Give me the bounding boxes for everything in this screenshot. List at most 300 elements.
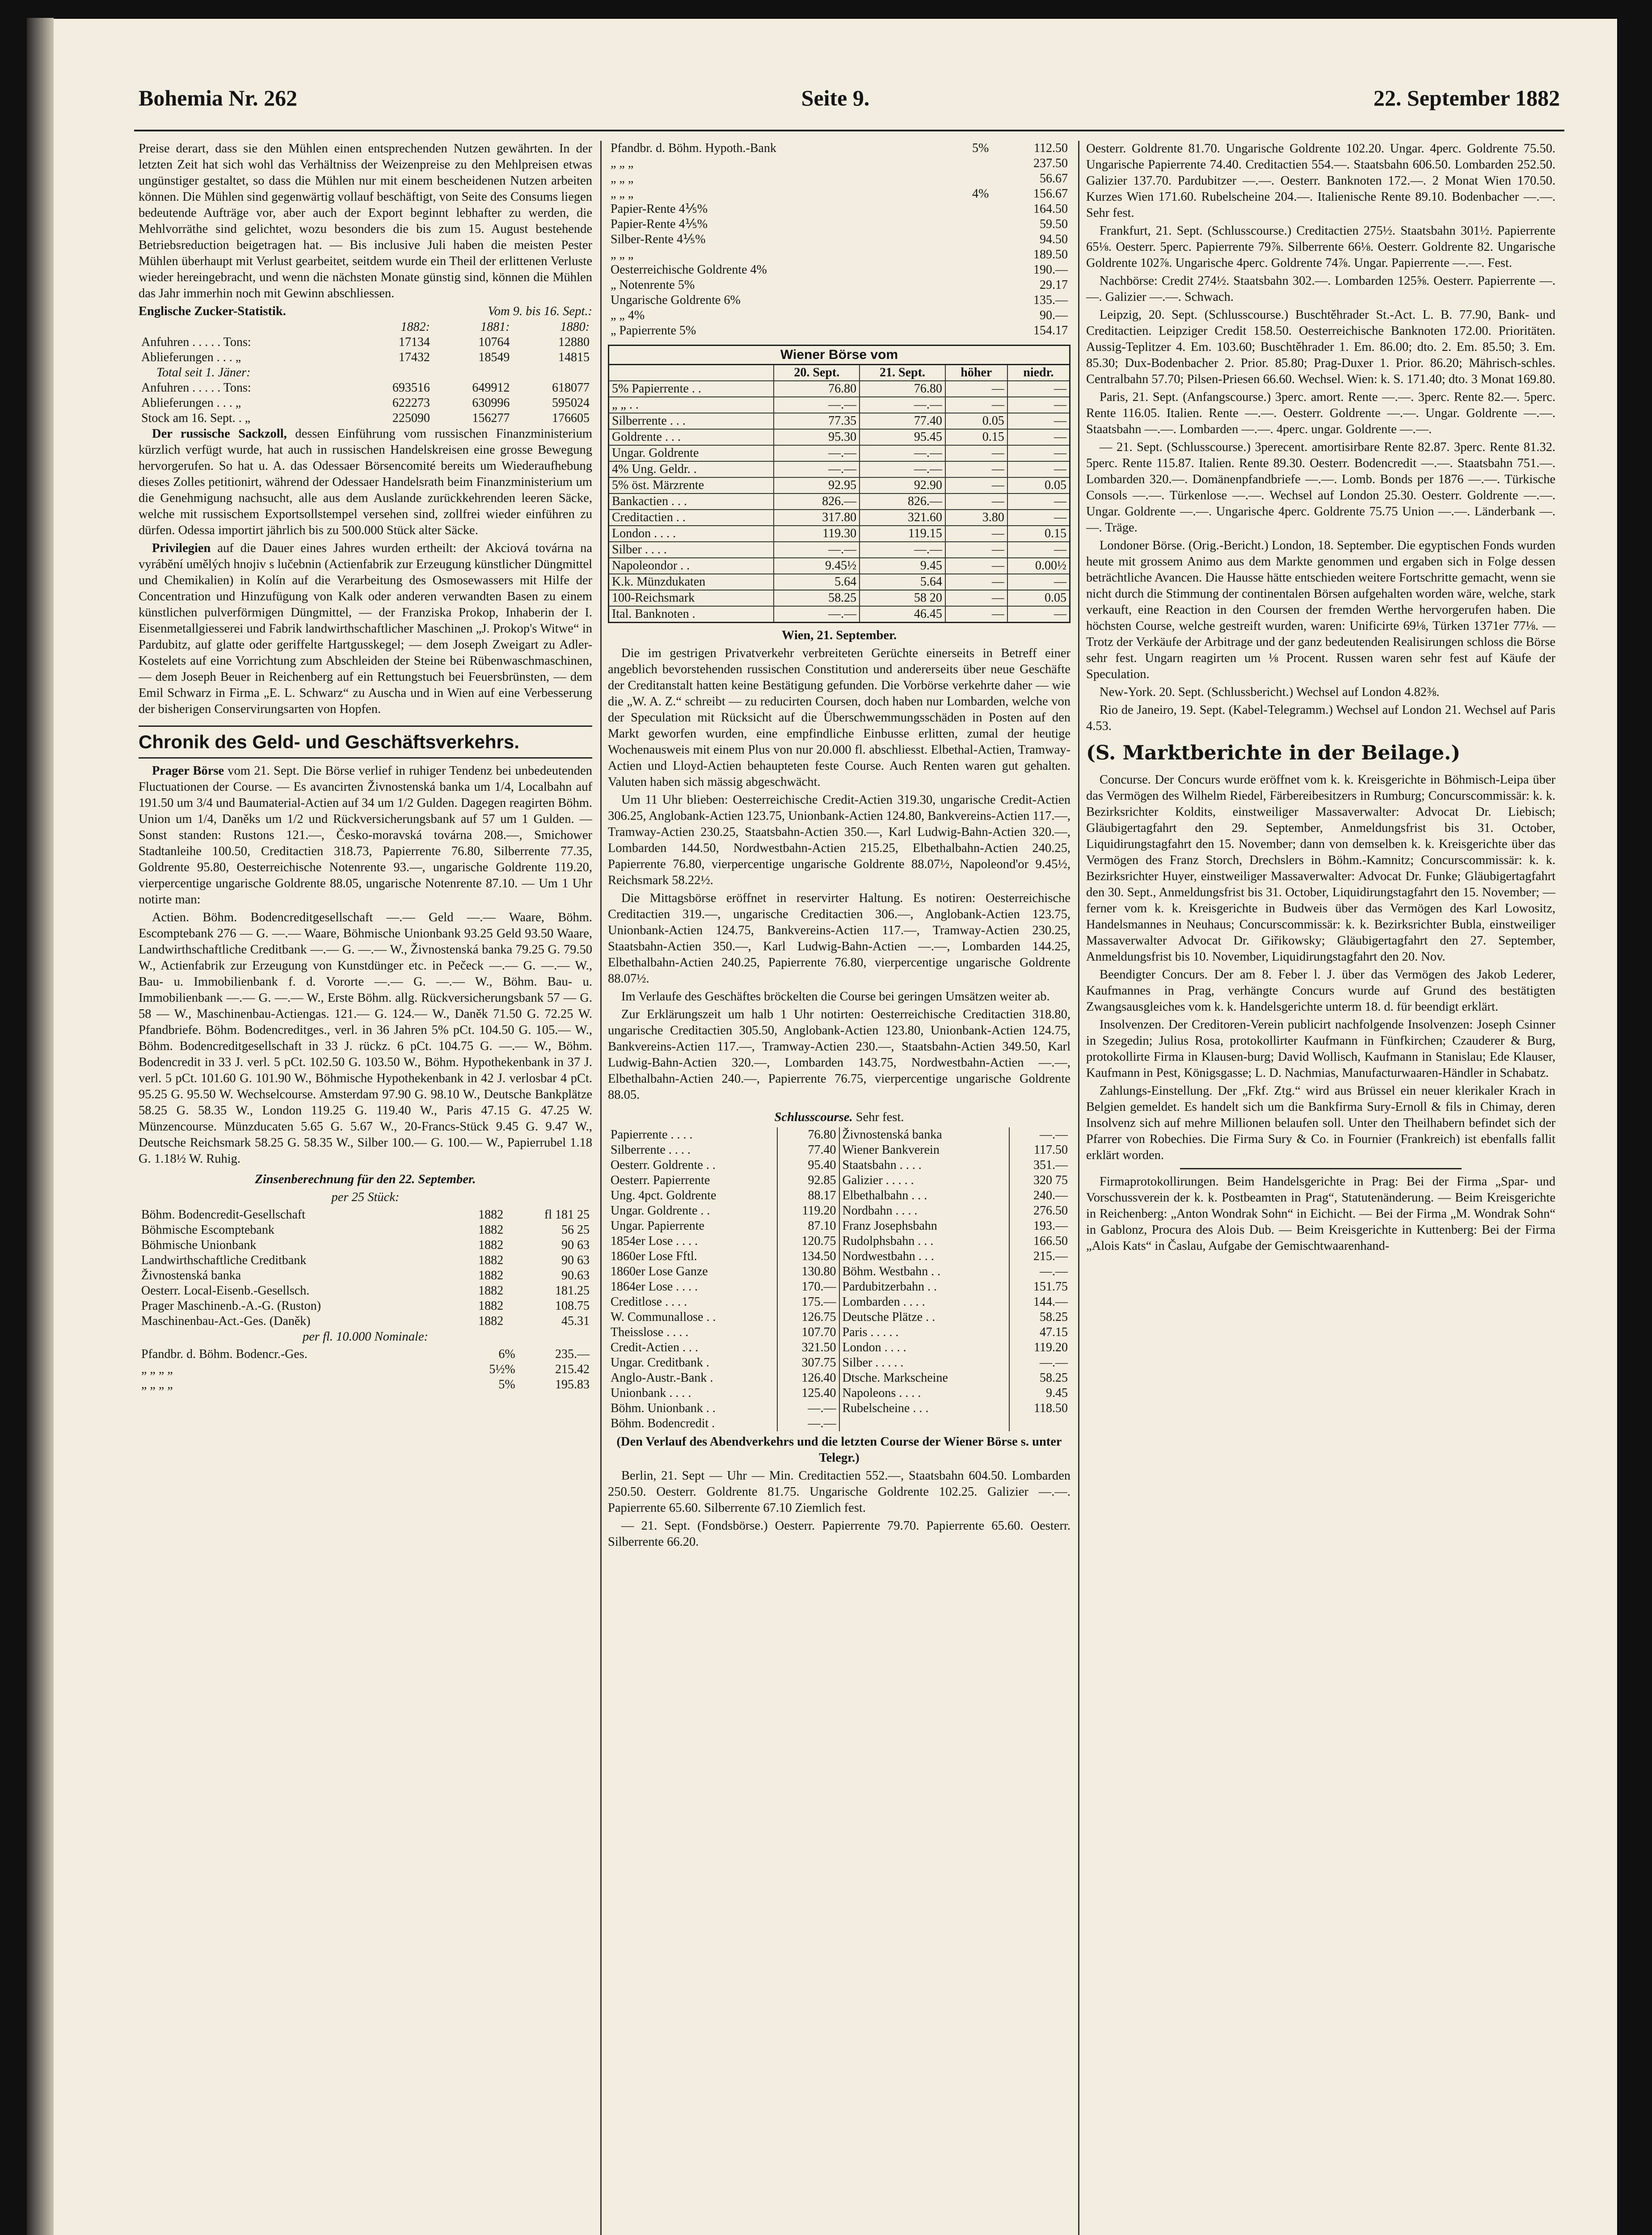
table-row xyxy=(608,217,1070,232)
column-2 xyxy=(608,141,1070,2235)
table-row xyxy=(139,350,592,365)
cell xyxy=(1009,1416,1070,1431)
cell: 92.85 xyxy=(777,1173,839,1188)
cell: Ungar. Creditbank . xyxy=(608,1355,777,1371)
table-row xyxy=(609,413,1070,429)
page-binding-edge xyxy=(27,18,54,2235)
cell xyxy=(609,365,774,381)
cell: —.— xyxy=(777,1416,839,1431)
divider xyxy=(1180,1168,1462,1169)
table-row xyxy=(608,1143,1070,1158)
table-row xyxy=(609,381,1070,397)
cell: 94.50 xyxy=(1040,232,1068,246)
table-row xyxy=(139,1207,592,1223)
cell: —.— xyxy=(860,445,945,461)
cell: 92.95 xyxy=(774,477,860,493)
table-row xyxy=(609,526,1070,542)
cell: 45.31 xyxy=(561,1314,590,1328)
cell: „ „ „ xyxy=(611,187,634,201)
year-head: 1881: xyxy=(480,320,510,334)
cell: 58 20 xyxy=(860,590,945,606)
cell: Credit-Actien . . . xyxy=(608,1340,777,1355)
cell: 76.80 xyxy=(774,381,860,397)
zinsen-subtitle: per 25 Stück: xyxy=(331,1190,400,1204)
cell: Ungar. Goldrente xyxy=(609,445,774,461)
cell xyxy=(948,308,991,323)
cell: Böhmische Unionbank xyxy=(141,1238,257,1252)
cell: 5% xyxy=(972,141,989,155)
table-row xyxy=(609,542,1070,558)
table-row xyxy=(608,1127,1070,1143)
cell: — xyxy=(945,461,1007,477)
cell: 5% xyxy=(498,1378,515,1392)
cell: Anglo-Austr.-Bank . xyxy=(608,1371,777,1386)
table-row xyxy=(608,1325,1070,1340)
cell: 307.75 xyxy=(777,1355,839,1371)
cell: — xyxy=(1007,397,1070,413)
cell: Napoleondor . . xyxy=(609,558,774,574)
cell: Nordbahn . . . . xyxy=(839,1203,1010,1219)
cell: fl 181 25 xyxy=(544,1208,590,1222)
cell: 215.42 xyxy=(555,1362,590,1376)
cell: 5% öst. Märzrente xyxy=(609,477,774,493)
wien-heading: Wien, 21. September. xyxy=(781,628,897,642)
cell: höher xyxy=(945,365,1007,381)
paragraph: Leipzig, 20. Sept. (Schlusscourse.) Buschtěhrader St.-Act. L. B. 77.90, Bank- und Creditactien. Leipziger Credit 158.50. Oesterreichische Banknoten 172.00. Prioritäten. Aussig-Teplitzer 4. Em. 103.60; Buschtěhrader 1. Em. 86.00; dto. 2. Em. 85.50; 3. Em. 85.30; Dux-Bodenbacher 2. Prior. 85.80; Prag-Duxer 1. Prior. 86.20; Mährisch-schles. Centralbahn 57.70; Pilsen-Priesen 66.60. Wechsel. Wien: k. S. 171.40; dto. 3 Monat 169.80. xyxy=(1086,308,1555,386)
cell: „ „ „ xyxy=(611,248,634,261)
paragraph-body: dessen Einführung vom russischen Finanzministerium kürzlich verfügt wurde, hat auch in russischen Handelskreisen eine grosse Bewegung hervorgerufen. So hat u. A. das Odessaer Börsencomité bereits um Wiederaufhebung dieses Zolles petitionirt, während der Odessaer Handelsrath beim Finanzministerium um die Genehmigung nachsucht, alle aus dem Auslande zurückkehrenden leeren Säcke, welche mit russischem Exportsollstempel versehen sind, zollfrei wieder einführen zu dürfen. Odessa importirt jährlich bis zu 500.000 Stück alter Säcke. xyxy=(139,427,592,537)
cell: — xyxy=(945,397,1007,413)
cell: — xyxy=(945,493,1007,510)
table-row xyxy=(609,445,1070,461)
cell: 90.— xyxy=(1040,308,1068,322)
column-3 xyxy=(1086,141,1555,2235)
paragraph xyxy=(139,763,592,908)
cell: 112.50 xyxy=(1034,141,1068,155)
cell: Creditlose . . . . xyxy=(608,1295,777,1310)
zinsen-table-2 xyxy=(139,1347,592,1392)
cell: — xyxy=(1007,542,1070,558)
paragraph xyxy=(139,426,592,539)
cell: 235.— xyxy=(555,1347,590,1361)
cell: 5.64 xyxy=(860,574,945,590)
row-label: Ablieferungen . . . „ xyxy=(141,396,241,410)
paragraph: Berlin, 21. Sept — Uhr — Min. Creditactien 552.—, Staatsbahn 604.50. Lombarden 250.50. Oesterr. Goldrente 81.75. Ungarische Goldrente 102.25. Galizier —.—. Papierrente 65.60. Silberrente 67.10 Ziemlich fest. xyxy=(608,1469,1070,1515)
zucker-heading xyxy=(139,304,592,320)
cell: Ungarische Goldrente 6% xyxy=(611,293,741,307)
cell: 164.50 xyxy=(1033,202,1068,216)
cell: —.— xyxy=(774,606,860,623)
cell xyxy=(948,278,991,293)
cell: 649912 xyxy=(472,381,510,395)
cell: 5.64 xyxy=(774,574,860,590)
cell: Wiener Bankverein xyxy=(839,1143,1010,1158)
table-row xyxy=(139,1347,592,1362)
table-row xyxy=(609,606,1070,623)
cell: Deutsche Plätze . . xyxy=(839,1310,1010,1325)
paragraph: Zahlungs-Einstellung. Der „Fkf. Ztg.“ wird aus Brüssel ein neuer klerikaler Krach in Belgien gemeldet. Es handelt sich um die Bankfirma Sury-Ernoll & fils in Chimay, deren Insolvenz sich auf mehre Millionen belaufen soll. Unter den Theilhabern befindet sich der Pfarrer von Robechies. Die Firma Sury & Co. in Fournier (Frankreich) ist ebenfalls fallit erklärt worden. xyxy=(1086,1084,1555,1162)
cell: 119.30 xyxy=(774,526,860,542)
cell: Oesterr. Papierrente xyxy=(608,1173,777,1188)
table-row xyxy=(609,493,1070,510)
cell: 100-Reichsmark xyxy=(609,590,774,606)
cell: — xyxy=(945,526,1007,542)
cell: Papier-Rente 4⅕% xyxy=(611,202,708,216)
schluss-subtitle: Sehr fest. xyxy=(856,1110,904,1124)
column-divider xyxy=(1078,141,1079,2235)
header-rule xyxy=(134,130,1564,131)
cell: 125.40 xyxy=(777,1386,839,1401)
cell: 154.17 xyxy=(1033,324,1068,337)
cell: —.— xyxy=(860,461,945,477)
column-divider xyxy=(600,141,602,2235)
wiener-boerse-caption: Wiener Börse vom xyxy=(608,345,1070,364)
cell: Ung. 4pct. Goldrente xyxy=(608,1188,777,1203)
table-row xyxy=(608,1401,1070,1416)
cell: 1860er Lose Ganze xyxy=(608,1264,777,1279)
cell: 0.05 xyxy=(1007,590,1070,606)
cell: —.— xyxy=(774,397,860,413)
cell: Goldrente . . . xyxy=(609,429,774,445)
cell: 321.60 xyxy=(860,510,945,526)
cell: Živnostenská banka xyxy=(839,1127,1010,1143)
cell: Lombarden . . . . xyxy=(839,1295,1010,1310)
cell: — xyxy=(1007,606,1070,623)
table-row xyxy=(609,590,1070,606)
paragraph: New-York. 20. Sept. (Schlussbericht.) Wechsel auf London 4.82⅜. xyxy=(1100,685,1440,699)
cell: Rudolphsbahn . . . xyxy=(839,1234,1010,1249)
cell: 1882 xyxy=(478,1314,504,1328)
cell: 176605 xyxy=(552,411,590,425)
table-row xyxy=(139,1223,592,1238)
cell: 1854er Lose . . . . xyxy=(608,1234,777,1249)
cell: 9.45 xyxy=(860,558,945,574)
wiener-boerse-table xyxy=(608,364,1070,623)
cell: Papierrente . . . . xyxy=(608,1127,777,1143)
cell: — xyxy=(1007,461,1070,477)
cell: Böhmische Escomptebank xyxy=(141,1223,274,1237)
cell: Napoleons . . . . xyxy=(839,1386,1010,1401)
cell: 21. Sept. xyxy=(860,365,945,381)
cell: Bankactien . . . xyxy=(609,493,774,510)
cell: 117.50 xyxy=(1034,1143,1068,1157)
table-row xyxy=(609,461,1070,477)
cell: —.— xyxy=(860,397,945,413)
cell: 1882 xyxy=(478,1238,504,1252)
cell: 126.75 xyxy=(777,1310,839,1325)
table-row xyxy=(608,1295,1070,1310)
cell: Pfandbr. d. Böhm. Hypoth.-Bank xyxy=(611,141,776,155)
table-row xyxy=(608,202,1070,217)
cell: 693516 xyxy=(392,381,430,395)
cell: Silber . . . . xyxy=(609,542,774,558)
cell: — xyxy=(945,574,1007,590)
cell: 320 75 xyxy=(1033,1173,1068,1187)
table-row xyxy=(608,1249,1070,1264)
cell: Staatsbahn . . . . xyxy=(839,1158,1010,1173)
cell: 189.50 xyxy=(1033,248,1068,261)
cell: 9.45 xyxy=(1046,1386,1068,1400)
table-row xyxy=(608,1203,1070,1219)
cell: Silber-Rente 4⅕% xyxy=(611,232,706,246)
table-row xyxy=(608,1416,1070,1431)
cell: 58.25 xyxy=(774,590,860,606)
cell: Dtsche. Markscheine xyxy=(839,1371,1010,1386)
table-row xyxy=(608,232,1070,247)
newspaper-page xyxy=(27,18,1618,2235)
cell: 351.— xyxy=(1033,1158,1068,1172)
cell: 46.45 xyxy=(860,606,945,623)
cell: — xyxy=(1007,510,1070,526)
cell: 321.50 xyxy=(777,1340,839,1355)
cell: 56.67 xyxy=(1040,172,1068,186)
cell: Ungar. Goldrente . . xyxy=(608,1203,777,1219)
cell: 156.67 xyxy=(1033,187,1068,201)
cell: Unionbank . . . . xyxy=(608,1386,777,1401)
year-head: 1880: xyxy=(560,320,590,334)
table-row xyxy=(608,141,1070,156)
table-row xyxy=(608,323,1070,338)
cell: —.— xyxy=(774,542,860,558)
paragraph: Zur Erklärungszeit um halb 1 Uhr notirten: Oesterreichische Creditactien 318.80, ungarische Creditactien 305.50, Anglobank-Actien 123.80, Unionbank-Actien 124.75, Bankvereins-Actien 117.—, Tramway-Actien 230.—, Staatsbahn-Actien 349.50, Karl Ludwig-Bahn-Actien 320.—, Lombarden 143.75, Nordwestbahn-Actien —.—, Elbethalbahn-Actien 240.—, Papierrente 76.75, vierpercentige ungarische Goldrente 88.05. xyxy=(608,1008,1070,1102)
cell xyxy=(948,202,991,217)
cell: 0.15 xyxy=(1007,526,1070,542)
cell: 240.— xyxy=(1033,1189,1068,1202)
cell: — xyxy=(945,558,1007,574)
header-right: 22. September 1882 xyxy=(1373,85,1560,110)
abend-note: (Den Verlauf des Abendverkehrs und die letzten Course der Wiener Börse s. unter Telegr.) xyxy=(616,1435,1062,1465)
table-row xyxy=(608,1340,1070,1355)
column-1 xyxy=(139,141,592,2235)
paragraph-title: Privilegien xyxy=(152,541,211,555)
header-left: Bohemia Nr. 262 xyxy=(139,85,298,110)
table-row xyxy=(609,574,1070,590)
cell: 58.25 xyxy=(1040,1310,1068,1324)
cell: London . . . . xyxy=(609,526,774,542)
cell: 826.— xyxy=(774,493,860,510)
cell: Ital. Banknoten . xyxy=(609,606,774,623)
cell: W. Communallose . . xyxy=(608,1310,777,1325)
table-row xyxy=(608,247,1070,262)
zucker-table xyxy=(139,320,592,426)
table-row xyxy=(609,477,1070,493)
cell xyxy=(948,217,991,232)
cell: 130.80 xyxy=(777,1264,839,1279)
table-row xyxy=(608,278,1070,293)
cell: 119.20 xyxy=(777,1203,839,1219)
cell: 119.20 xyxy=(1034,1341,1068,1354)
paragraph: Im Verlaufe des Geschäftes bröckelten die Course bei geringen Umsätzen weiter ab. xyxy=(621,990,1050,1004)
table-row xyxy=(608,1386,1070,1401)
paragraph: Die im gestrigen Privatverkehr verbreiteten Gerüchte einerseits in Betreff einer angeblich bevorstehenden russischen Constitution und andererseits über neue Geschäfte der Creditanstalt hatten keine Bestätigung gefunden. Die Vorbörse verkehrte daher — wie die „W. A. Z.“ schreibt — zu reducirten Coursen, doch haben nur Lombarden, welche von der Speculation mit Rücksicht auf die Überschwemmungsschäden in Posten auf den Markt geworfen wurden, eine empfindliche Einbusse erlitten, zumal der heutige Wochenausweis mit einem Plus von nur 20.000 fl. abschliesst. Elbethal-Actien, Tramway-Actien und Lloyd-Actien behaupteten feste Course. Auch Renten waren gut gehalten. Valuten haben sich mässig abgeschwächt. xyxy=(608,646,1070,789)
paragraph: Firmaprotokollirungen. Beim Handelsgerichte in Prag: Bei der Firma „Spar- und Vorschussverein der k. k. Postbeamten in Prag“, Statutenänderung. — Beim Kreisgerichte in Reichenberg: „Anton Wondrak Sohn“ in Eichicht. — Bei der Firma „M. Wondrak Sohn“ in Gablonz, Procura des Alois Dub. — Beim Kreisgerichte in Kuttenberg: Bei der Firma „Alois Kats“ in Časlau, Aufgabe der Gemischtwaarenhand- xyxy=(1086,1175,1555,1253)
cell: K.k. Münzdukaten xyxy=(609,574,774,590)
cell: 1882 xyxy=(478,1299,504,1313)
cell: 90.63 xyxy=(561,1269,590,1282)
cell: 276.50 xyxy=(1033,1204,1068,1218)
cell: Ungar. Papierrente xyxy=(608,1219,777,1234)
cell: 151.75 xyxy=(1033,1280,1068,1294)
table-row xyxy=(608,156,1070,171)
cell: Rubelscheine . . . xyxy=(839,1401,1010,1416)
table-header-row xyxy=(139,320,592,335)
header-center: Seite 9. xyxy=(801,85,870,110)
paragraph: Um 11 Uhr blieben: Oesterreichische Credit-Actien 319.30, ungarische Credit-Actien 306.25, Anglobank-Actien 123.75, Unionbank-Actien 124.80, Bankvereins-Actien 117.—, Tramway-Actien 230.25, Staatsbahn-Actien 350.—, Karl Ludwig-Bahn-Actien 320.—, Lombarden 144.50, Nordwestbahn-Actien 215.25, Elbethalbahn-Actien 240.25, Papierrente 76.80, vierpercentige ungarische Goldrente 88.07½, Napoleond'or 9.45½, Reichsmark 58.22½. xyxy=(608,793,1070,887)
cell: „ „ „ xyxy=(611,172,634,186)
table-row xyxy=(608,1264,1070,1279)
cell: Franz Josephsbahn xyxy=(839,1219,1010,1234)
cell: Elbethalbahn . . . xyxy=(839,1188,1010,1203)
cell: Oesterr. Goldrente . . xyxy=(608,1158,777,1173)
cell: niedr. xyxy=(1007,365,1070,381)
table-row xyxy=(139,1283,592,1299)
table-row xyxy=(608,1355,1070,1371)
cell: Silberrente . . . xyxy=(609,413,774,429)
table-row xyxy=(139,335,592,350)
cell: „ „ „ xyxy=(611,156,634,170)
cell: Creditactien . . xyxy=(609,510,774,526)
cell: Oesterreichische Goldrente 4% xyxy=(611,263,767,277)
cell: „ Notenrente 5% xyxy=(611,278,695,292)
paragraph: Paris, 21. Sept. (Anfangscourse.) 3perc. amort. Rente —.—. 3perc. Rente 82.—. 5perc. Rente 116.05. Italien. Rente —.—. Oesterr. Goldrente —.—. Ungar. Goldrente —.—. Staatsbahn —.—. Lombarden —.—. 4perc. ungar. Goldrente —.—. xyxy=(1086,390,1555,436)
cell: 237.50 xyxy=(1033,156,1068,170)
paragraph: Nachbörse: Credit 274½. Staatsbahn 302.—. Lombarden 125⅝. Oesterr. Papierrente —.—. Galizier —.—. Schwach. xyxy=(1086,274,1555,304)
cell: 92.90 xyxy=(860,477,945,493)
cell: — xyxy=(1007,413,1070,429)
cell: 170.— xyxy=(777,1279,839,1295)
table-row xyxy=(139,1268,592,1283)
table-row xyxy=(608,1279,1070,1295)
paragraph-body: auf die Dauer eines Jahres wurden ertheilt: der Akciová továrna na vyrábění umělých hnojiv s lučebnin (Actienfabrik zur Erzeugung künstlicher Düngmittel und Chemikalien) in Kolín auf die Verarbeitung des Osmosewassers mit Hilfe der Concentration und Hinzufügung von Kalk oder anderen verwandten Basen zu einem künstlichen pulverförmigen Düngmittel, — der Franziska Prokop, Inhaberin der I. Eisenmetallgiesserei und Fabrik landwirthschaftlicher Maschinen „J. Prokop's Witwe“ in Pardubitz, auf glatte oder geriffelte Hartgusskegel; — dem Joseph Zweigart zu Adler-Kostelets auf eine Vorrichtung zum Abschleiden der Steine bei Rübenwaschmaschinen, — dem Joseph Beuer in Reichenberg auf ein Rettungstuch bei Feuersbrünsten, — dem Emil Schwarz in Firma „E. L. Schwarz“ zu Auscha und in Wien auf eine Verbesserung der bisherigen Conservirungsarten von Hopfen. xyxy=(139,541,592,716)
table-row xyxy=(139,365,592,380)
cell: 107.70 xyxy=(777,1325,839,1340)
cell: 1882 xyxy=(478,1223,504,1237)
schluss-title: Schlusscourse. xyxy=(774,1110,853,1124)
cell: —.— xyxy=(1040,1128,1068,1142)
cell: 90 63 xyxy=(561,1253,590,1267)
cell: 595024 xyxy=(552,396,590,410)
cell: London . . . . xyxy=(839,1340,1010,1355)
cell: 77.35 xyxy=(774,413,860,429)
cell xyxy=(948,171,991,186)
paragraph: Beendigter Concurs. Der am 8. Feber l. J. über das Vermögen des Jakob Lederer, Kaufmannes in Prag, verhängte Concurs wurde auf Grund des bestätigten Zwangsausgleiches vom k. k. Handelsgerichte unterm 18. d. für beendigt erklärt. xyxy=(1086,968,1555,1014)
cell: —.— xyxy=(777,1401,839,1416)
table-row xyxy=(608,186,1070,202)
table-row xyxy=(609,397,1070,413)
table-row xyxy=(139,396,592,411)
cell: 193.— xyxy=(1033,1219,1068,1233)
table-row xyxy=(608,1234,1070,1249)
table-row xyxy=(608,1371,1070,1386)
cell: 108.75 xyxy=(555,1299,590,1313)
paragraph: Oesterr. Goldrente 81.70. Ungarische Goldrente 102.20. Ungar. 4perc. Goldrente 75.50. Ungarische Papierrente 74.40. Creditactien 554.—. Staatsbahn 606.50. Lombarden 252.50. Galizier 137.70. Pardubitzer —.—. Oesterr. Banknoten 172.—. 2 Monat Wien 170.50. Kurzes Wien 171.60. Rubelscheine 204.—. Italienische Rente 89.10. Bodenbacher —.—. Sehr fest. xyxy=(1086,142,1555,220)
table-row xyxy=(139,1299,592,1314)
cell: 47.15 xyxy=(1040,1325,1068,1339)
table-row xyxy=(609,558,1070,574)
cell: 18549 xyxy=(478,350,510,364)
cell: 630996 xyxy=(472,396,510,410)
cell: Theisslose . . . . xyxy=(608,1325,777,1340)
cell: 1882 xyxy=(478,1269,504,1282)
paragraph-title: Der russische Sackzoll, xyxy=(152,427,287,441)
table-row xyxy=(139,1238,592,1253)
cell: 12880 xyxy=(558,335,590,349)
cell: Pfandbr. d. Böhm. Bodencr.-Ges. xyxy=(141,1347,308,1361)
cell: Prager Maschinenb.-A.-G. (Ruston) xyxy=(141,1299,321,1313)
cell: 17134 xyxy=(398,335,430,349)
cell: 118.50 xyxy=(1034,1401,1068,1415)
table-row xyxy=(608,1188,1070,1203)
cell: 77.40 xyxy=(860,413,945,429)
zinsen-title: Zinsenberechnung für den 22. September. xyxy=(255,1172,476,1186)
cell: 1882 xyxy=(478,1208,504,1222)
cell: Oesterr. Local-Eisenb.-Gesellsch. xyxy=(141,1284,310,1298)
zucker-total: Total seit 1. Jäner: xyxy=(156,366,251,380)
cell: 215.— xyxy=(1033,1249,1068,1263)
cell: 77.40 xyxy=(777,1143,839,1158)
cell: 90 63 xyxy=(561,1238,590,1252)
cell: 95.30 xyxy=(774,429,860,445)
cell: „ Papierrente 5% xyxy=(611,324,696,337)
cell: 76.80 xyxy=(860,381,945,397)
paragraph: Die Mittagsbörse eröffnet in reservirter Haltung. Es notiren: Oesterreichische Creditactien 319.—, ungarische Creditactien 306.—, Anglobank-Actien 123.75, Unionbank-Actien 124.75, Bankvereins-Actien 117.—, Tramway-Actien 230.25, Staatsbahn-Actien 350.—, Karl Ludwig-Bahn-Actien —.—, Lombarden 144.25, Elbethalbahn-Actien 240.25, Papierrente 76.80, vierpercentige ungarische Goldrente 88.07½. xyxy=(608,891,1070,986)
cell: „ „ „ „ xyxy=(141,1378,173,1392)
cell: Böhm. Westbahn . . xyxy=(839,1264,1010,1279)
cell: 4% Ung. Geldr. . xyxy=(609,461,774,477)
cell: 17432 xyxy=(398,350,430,364)
paragraph: Insolvenzen. Der Creditoren-Verein publicirt nachfolgende Insolvenzen: Joseph Csinner in Szegedin; Julius Rosa, protokollirter Kaufmann in Fünfkirchen; Czauderer & Burg, protokollirte Firma in Klausen-burg; David Wollisch, Kaufmann in Stanislau; Ede Klauser, Kaufmann in Pest, Königsgasse; L. D. Nachmias, Manufacturwaaren-Händler in Schabatz. xyxy=(1086,1018,1555,1080)
cell: Papier-Rente 4⅕% xyxy=(611,217,708,231)
cell: 29.17 xyxy=(1040,278,1068,292)
cell: 156277 xyxy=(472,411,510,425)
cell: Nordwestbahn . . . xyxy=(839,1249,1010,1264)
section-title: Chronik des Geld- und Geschäftsverkehrs. xyxy=(139,725,592,759)
cell: 826.— xyxy=(860,493,945,510)
cell: —.— xyxy=(774,461,860,477)
cell: 3.80 xyxy=(945,510,1007,526)
cell: „ „ 4% xyxy=(611,308,645,322)
cell: 126.40 xyxy=(777,1371,839,1386)
cell: 120.75 xyxy=(777,1234,839,1249)
cell xyxy=(839,1416,1010,1431)
cell: — xyxy=(1007,445,1070,461)
cell: 135.— xyxy=(1033,293,1068,307)
cell: 87.10 xyxy=(777,1219,839,1234)
zucker-period: Vom 9. bis 16. Sept.: xyxy=(488,304,592,318)
cell: —.— xyxy=(1040,1265,1068,1278)
cell: Galizier . . . . . xyxy=(839,1173,1010,1188)
cell: Böhm. Bodencredit-Gesellschaft xyxy=(141,1208,306,1222)
cell xyxy=(948,293,991,308)
cell: — xyxy=(945,381,1007,397)
table-row xyxy=(608,1219,1070,1234)
table-row xyxy=(608,262,1070,278)
cell: 95.40 xyxy=(777,1158,839,1173)
cell: Pardubitzerbahn . . xyxy=(839,1279,1010,1295)
cell: 56 25 xyxy=(561,1223,590,1237)
cell: 6% xyxy=(498,1347,515,1361)
table-row xyxy=(608,308,1070,323)
paragraph-title: Prager Börse xyxy=(152,764,224,778)
table-row xyxy=(139,1362,592,1377)
paragraph: Actien. Böhm. Bodencreditgesellschaft —.— Geld —.— Waare, Böhm. Escomptebank 276 — G. —.— Waare, Böhmische Unionbank 93.25 Geld 93.50 Waare, Landwirthschaftliche Creditbank —.— G. —.— W., Živnostenská banka 79.25 G. 79.50 W., Actienfabrik zur Erzeugung von Kunstdünger etc. in Pečeck —.— G. —.— W., Bau- u. Immobilienbank f. d. Vororte —.— G. —.— W., Böhm. Bau- u. Immobilienbank —.— G. —.— W., Erste Böhm. allg. Rückversicherungsbank 57 — G. 58 — W., Maschinenbau-Actiengas. 121.— G. 124.— W., Daněk 71.50 G. 72.25 W. Pfandbriefe. Böhm. Bodencreditges., verl. in 36 Jahren 5% pCt. 104.50 G. 105.— W., Böhm. Bodencreditgesellschaft in 33 J. rückz. 6 pCt. 104.75 G. —.— W., Böhm. Bodencredit in 33 J. verl. 5 pCt. 102.50 G. 103.50 W., Böhm. Hypothekenbank in 37 J. verl. 5 pCt. 101.60 G. 101.90 W., Böhmische Hypothekenbank in 42 J. verlosbar 4 pCt. 95.25 G. 95.50 W. Wechselcourse. Amsterdam 97.90 G. 98.10 W., Deutsche Bankplätze 58.25 G. 58.35 W., London 119.25 G. 119.40 W., Paris 47.15 G. 47.25 W. Münzencourse. Münzducaten 5.65 G. 5.67 W., 20-Francs-Stück 9.45 G. 9.47 W., Deutsche Reichsmark 58.25 G. 58.35 W., Silber 100.— G. 100.— W., Papierrubel 1.18 G. 1.18½ W. Ruhig. xyxy=(139,911,592,1166)
cell: — xyxy=(945,590,1007,606)
cell xyxy=(948,323,991,338)
cell: Böhm. Unionbank . . xyxy=(608,1401,777,1416)
cell: 1860er Lose Fftl. xyxy=(608,1249,777,1264)
cell: Böhm. Bodencredit . xyxy=(608,1416,777,1431)
cell: 10764 xyxy=(478,335,510,349)
